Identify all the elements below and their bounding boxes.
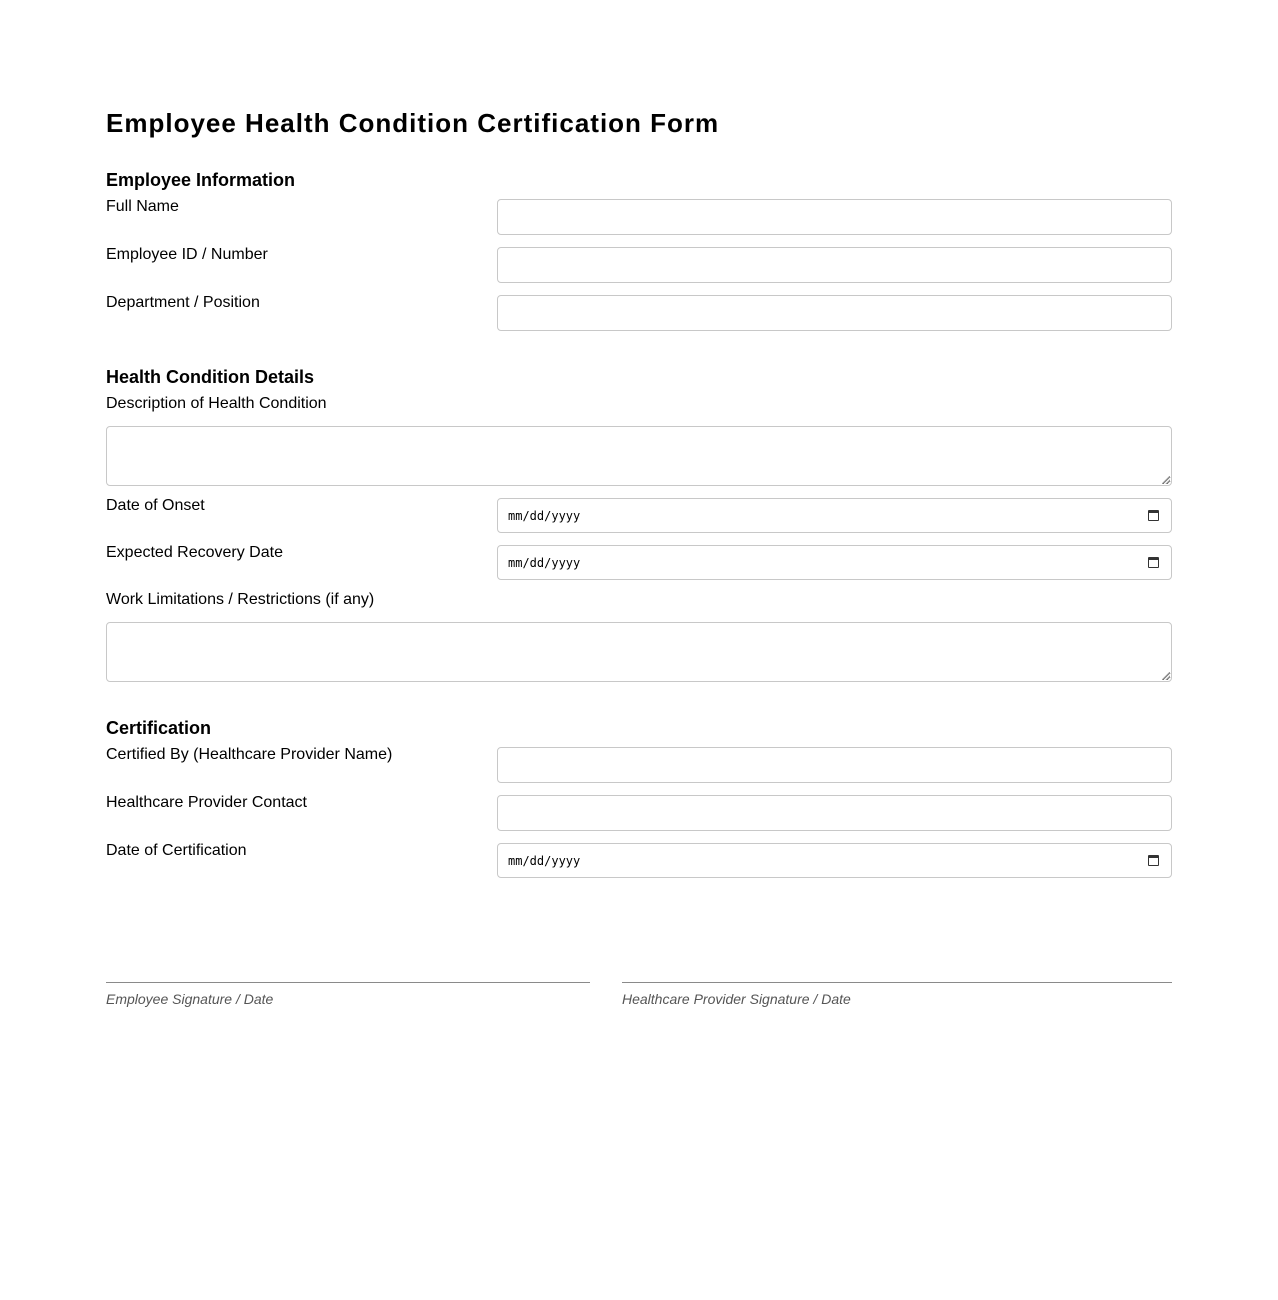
date-of-certification-label: Date of Certification xyxy=(106,842,247,859)
date-placeholder: mm/dd/yyyy xyxy=(508,853,581,868)
date-placeholder: mm/dd/yyyy xyxy=(508,555,581,570)
employee-id-input[interactable] xyxy=(497,247,1172,283)
resize-grip-icon[interactable] xyxy=(1162,476,1170,484)
provider-contact-label: Healthcare Provider Contact xyxy=(106,794,307,811)
section-title-health-condition-details: Health Condition Details xyxy=(106,367,315,387)
work-limitations-textarea-wrapper xyxy=(106,622,1172,682)
description-textarea-wrapper xyxy=(106,426,1172,486)
calendar-icon[interactable] xyxy=(1148,557,1159,568)
provider-contact-input[interactable] xyxy=(497,795,1172,831)
expected-recovery-date-label: Expected Recovery Date xyxy=(106,544,283,561)
employee-signature-line xyxy=(106,982,590,983)
description-label: Description of Health Condition xyxy=(106,395,327,412)
full-name-input[interactable] xyxy=(497,199,1172,235)
date-of-certification-input[interactable] xyxy=(497,843,1172,878)
employee-signature-label: Employee Signature / Date xyxy=(106,991,274,1007)
department-position-label: Department / Position xyxy=(106,294,260,311)
provider-signature-label: Healthcare Provider Signature / Date xyxy=(622,991,851,1007)
employee-id-label: Employee ID / Number xyxy=(106,246,268,263)
provider-signature-line xyxy=(622,982,1172,983)
full-name-label: Full Name xyxy=(106,198,179,215)
date-of-onset-label: Date of Onset xyxy=(106,497,205,514)
description-textarea[interactable] xyxy=(106,426,1172,486)
department-position-input[interactable] xyxy=(497,295,1172,331)
certified-by-label: Certified By (Healthcare Provider Name) xyxy=(106,746,393,763)
resize-grip-icon[interactable] xyxy=(1162,672,1170,680)
date-of-onset-input[interactable] xyxy=(497,498,1172,533)
work-limitations-label: Work Limitations / Restrictions (if any) xyxy=(106,591,375,608)
page-title: Employee Health Condition Certification Form xyxy=(106,108,720,138)
certified-by-input[interactable] xyxy=(497,747,1172,783)
expected-recovery-date-input[interactable] xyxy=(497,545,1172,580)
date-placeholder: mm/dd/yyyy xyxy=(508,508,581,523)
section-title-certification: Certification xyxy=(106,718,212,738)
calendar-icon[interactable] xyxy=(1148,855,1159,866)
calendar-icon[interactable] xyxy=(1148,510,1159,521)
work-limitations-textarea[interactable] xyxy=(106,622,1172,682)
section-title-employee-information: Employee Information xyxy=(106,170,296,190)
